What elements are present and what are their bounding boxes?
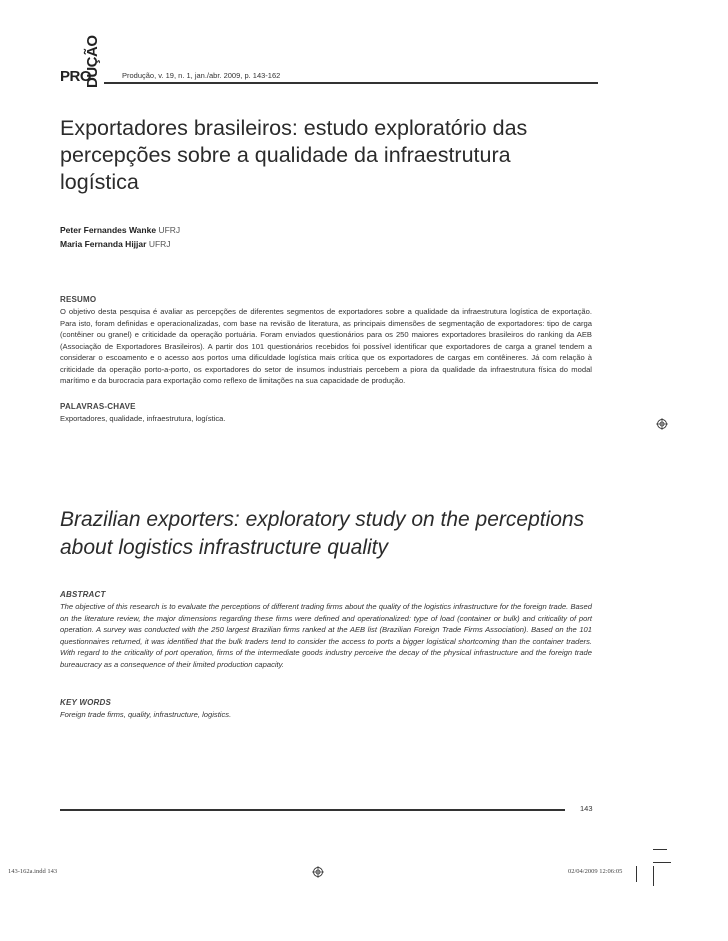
author-2: [60, 239, 171, 249]
crop-mark: [653, 866, 654, 886]
registration-mark-icon: [312, 866, 324, 878]
keywords-portuguese: Exportadores, qualidade, infraestrutura, logística.: [60, 414, 226, 423]
header-rule: [104, 82, 598, 84]
abstract-text-portuguese: O objetivo desta pesquisa é avaliar as percepções de diferentes segmentos de exportadores sobre a qualidade da infraestrutura logística de exportação. Para isto, foram definidas e operacionalizadas, com base na revisão de literatura, as principais dimensões de segmentação de exportadores: tipo de carga (contêiner ou granel) e criticidade da operação portuária. Foram enviados questionários para os 250 maiores exportadores brasileiros do ranking da AEB (Associação de Exportadores Brasileiros). A partir dos 101 questionários recebidos foi possível identificar que exportadores de carga a granel tendem a considerar o escoamento e o acesso aos portos uma dificuldade logística mais crítica que os exportadores de cargas em contêineres. Já com relação à criticidade da operação porto-a-porto, os exportadores do setor de insumos industriais percebem a piora da qualidade da infraestrutura física do modal marítimo e da burocracia para exportação como reflexo de limitações na sua capacidade de produção.: [60, 307, 592, 385]
crop-mark: [653, 849, 667, 850]
abstract-heading-english: ABSTRACT: [60, 590, 106, 599]
crop-mark: [636, 866, 637, 882]
author-name: Maria Fernanda Hijjar: [60, 239, 147, 249]
print-slug-timestamp: 02/04/2009 12:06:05: [568, 868, 623, 875]
journal-citation: Produção, v. 19, n. 1, jan./abr. 2009, p. 143-162: [122, 71, 281, 80]
author-affiliation: UFRJ: [158, 225, 181, 235]
author-1: [60, 225, 180, 235]
journal-logo-pro: PRO: [60, 68, 92, 85]
article-title-english: Brazilian exporters: exploratory study on the perceptions about logistics infrastructure quality: [60, 508, 585, 559]
keywords-english: Foreign trade firms, quality, infrastructure, logistics.: [60, 710, 232, 719]
footer-rule: [60, 809, 565, 811]
keywords-heading-portuguese: PALAVRAS-CHAVE: [60, 402, 136, 411]
abstract-text-english: The objective of this research is to evaluate the perceptions of different trading firms about the quality of the logistics infrastructure for the foreign trade. Based on the literature review, the major dimensions regarding these firms were defined and operationalized: type of load (container or bulk) and criticality of port operation. A survey was conducted with the 250 largest Brazilian firms ranked at the AEB list (Brazilian Foreign Trade Firms Association). Based on the 101 questionnaires returned, it was identified that the bulk traders tend to consider the access to ports a bigger logistical shortcoming than the container traders. With regard to the criticality of port operation, firms of the intermediate goods industry perceive the decay of the physical infrastructure and the foreign trade bureaucracy as a consequence of their limited production capacity.: [60, 602, 592, 669]
journal-logo-ducao: DUÇÃO: [84, 35, 101, 88]
article-title-portuguese: Exportadores brasileiros: estudo exploratório das percepções sobre a qualidade da infraestrutura logística: [60, 116, 528, 194]
registration-mark-icon: [656, 418, 668, 430]
crop-mark: [653, 862, 671, 863]
abstract-heading-portuguese: RESUMO: [60, 295, 97, 304]
author-name: Peter Fernandes Wanke: [60, 225, 157, 235]
print-slug-filename: 143-162a.indd 143: [8, 868, 58, 875]
author-affiliation: UFRJ: [148, 239, 171, 249]
page-number: 143: [580, 804, 593, 813]
keywords-heading-english: KEY WORDS: [60, 698, 111, 707]
